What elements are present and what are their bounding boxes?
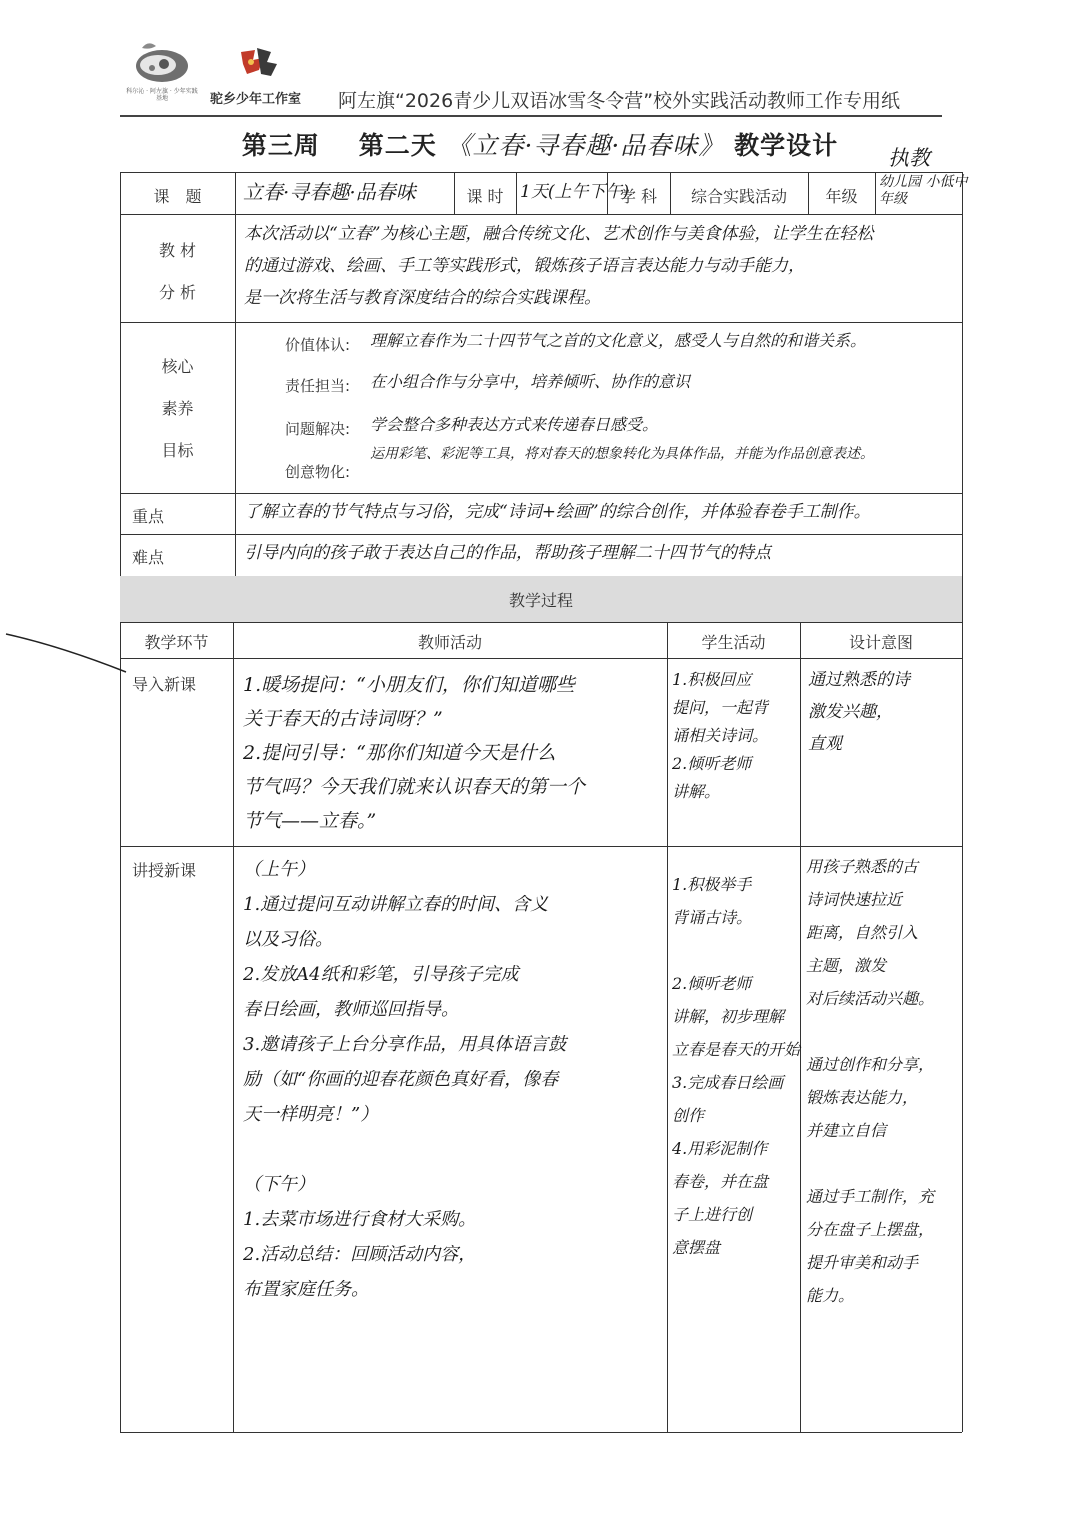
student-line: 4.用彩泥制作 bbox=[672, 1139, 768, 1158]
student-line: 讲解。 bbox=[672, 782, 721, 801]
intent-line: 通过创作和分享， bbox=[806, 1055, 935, 1074]
subject-label: 课 题 bbox=[153, 187, 202, 206]
intent-line: 对后续活动兴趣。 bbox=[806, 989, 935, 1008]
student-line: 诵相关诗词。 bbox=[672, 726, 769, 745]
teacher-activity-main bbox=[243, 852, 566, 1307]
grade-value: 幼儿园 小低中年级 bbox=[879, 174, 968, 207]
teacher-line: 励（如“你画的迎春花颜色真好看，像春 bbox=[243, 1069, 559, 1090]
column-header-intent: 设计意图 bbox=[848, 633, 913, 652]
intent-line bbox=[806, 1015, 934, 1048]
teacher-line: 1.去菜市场进行食材大采购。 bbox=[243, 1209, 477, 1230]
goal-value: 运用彩笔、彩泥等工具，将对春天的想象转化为具体作品，并能为作品创意表述。 bbox=[370, 446, 874, 462]
student-line: 1.积极回应 bbox=[672, 670, 752, 689]
material-line: 是一次将生活与教育深度结合的综合实践课程。 bbox=[244, 288, 601, 308]
core-label-3: 目标 bbox=[161, 441, 194, 460]
student-line: 背诵古诗。 bbox=[672, 908, 753, 927]
intent-line: 分在盘子上摆盘， bbox=[806, 1220, 935, 1239]
period-value: 1天(上午下午) bbox=[520, 182, 630, 202]
intent-line: 主题，激发 bbox=[806, 956, 887, 975]
teacher-line: 节气吗？今天我们就来认识春天的第一个 bbox=[243, 776, 586, 798]
goal-label: 价值体认: bbox=[285, 336, 351, 354]
goal-value: 学会整合多种表达方式来传递春日感受。 bbox=[370, 415, 659, 434]
goal-label: 责任担当: bbox=[285, 377, 351, 395]
key-point-label: 重点 bbox=[132, 507, 165, 526]
teacher-line: （上午） bbox=[243, 859, 315, 880]
teacher-line: 2.发放A4纸和彩笔，引导孩子完成 bbox=[243, 964, 519, 985]
teacher-line: 2.活动总结：回顾活动内容， bbox=[243, 1244, 477, 1265]
student-line: 2.倾听老师 bbox=[672, 974, 752, 993]
stage-label: 讲授新课 bbox=[132, 861, 197, 880]
goal-value: 在小组合作与分享中，培养倾听、协作的意识 bbox=[370, 372, 691, 391]
column-header-teacher: 教师活动 bbox=[417, 633, 482, 652]
teacher-line: 2.提问引导：“那你们知道今天是什么 bbox=[243, 742, 556, 764]
label-column-divider bbox=[235, 172, 236, 576]
student-line: 子上进行创 bbox=[672, 1205, 753, 1224]
teacher-line: 1.暖场提问：“小朋友们，你们知道哪些 bbox=[243, 674, 575, 696]
form-title: 阿左旗“2026青少儿双语冰雪冬令营”校外实践活动教师工作专用纸 bbox=[338, 90, 901, 112]
student-line: 创作 bbox=[672, 1106, 705, 1125]
intent-line: 激发兴趣， bbox=[808, 702, 893, 722]
material-label-2: 分 析 bbox=[158, 283, 197, 302]
intent-line: 能力。 bbox=[806, 1286, 855, 1305]
goal-value: 理解立春作为二十四节气之首的文化意义，感受人与自然的和谐关系。 bbox=[370, 331, 867, 350]
student-line: 意摆盘 bbox=[672, 1238, 721, 1257]
goal-label: 创意物化: bbox=[285, 463, 351, 481]
studio-name: 驼乡少年工作室 bbox=[210, 92, 302, 107]
info-divider bbox=[516, 172, 517, 214]
design-intent-main bbox=[806, 850, 934, 1312]
teacher-line: 节气——立春。” bbox=[243, 810, 377, 832]
student-line: 立春是春天的开始 bbox=[672, 1040, 801, 1059]
teacher-line: 1.通过提问互动讲解立春的时间、含义 bbox=[243, 894, 549, 915]
material-analysis-text bbox=[244, 218, 873, 314]
intent-line: 提升审美和动手 bbox=[806, 1253, 919, 1272]
row-divider bbox=[120, 534, 962, 535]
table-border-top bbox=[120, 172, 962, 173]
teacher-line: 布置家庭任务。 bbox=[243, 1279, 369, 1300]
teacher-note: 执教 bbox=[888, 146, 930, 170]
process-divider bbox=[667, 622, 668, 1432]
discipline-value: 综合实践活动 bbox=[690, 187, 787, 206]
student-line: 2.倾听老师 bbox=[672, 754, 752, 773]
student-activity-main bbox=[672, 868, 800, 1264]
student-line: 提问，一起背 bbox=[672, 698, 769, 717]
row-divider bbox=[120, 658, 962, 659]
process-divider bbox=[233, 622, 234, 1432]
teacher-line: 3.邀请孩子上台分享作品，用具体语言鼓 bbox=[243, 1034, 567, 1055]
intent-line: 距离，自然引入 bbox=[806, 923, 919, 942]
goal-label: 问题解决: bbox=[285, 420, 351, 438]
row-divider bbox=[120, 622, 962, 623]
material-line: 的通过游戏、绘画、手工等实践形式，锻炼孩子语言表达能力与动手能力， bbox=[244, 256, 805, 276]
teacher-line bbox=[243, 1132, 566, 1167]
student-line: 讲解，初步理解 bbox=[672, 1007, 785, 1026]
difficulty-value: 引导内向的孩子敢于表达自己的作品，帮助孩子理解二十四节气的特点 bbox=[244, 543, 771, 563]
process-section-title: 教学过程 bbox=[508, 591, 573, 610]
teacher-line: 天一样明亮！”） bbox=[243, 1104, 379, 1125]
camp-logo-caption: 科尔沁 · 阿左旗 · 少年实践基地 bbox=[126, 88, 198, 102]
material-line: 本次活动以“立春”为核心主题，融合传统文化、艺术创作与美食体验，让学生在轻松 bbox=[244, 224, 874, 244]
grade-label: 年级 bbox=[825, 187, 858, 206]
intent-line: 通过手工制作，充 bbox=[806, 1187, 935, 1206]
stage-label: 导入新课 bbox=[132, 675, 197, 694]
doc-title-week: 第三周 bbox=[241, 131, 320, 160]
intent-line: 锻炼表达能力， bbox=[806, 1088, 919, 1107]
student-line: 春卷，并在盘 bbox=[672, 1172, 769, 1191]
column-header-student: 学生活动 bbox=[701, 633, 766, 652]
subject-value: 立春·寻春趣·品春味 bbox=[243, 180, 416, 204]
table-border-right bbox=[962, 172, 963, 1432]
row-divider bbox=[120, 846, 962, 847]
student-line bbox=[672, 934, 800, 967]
teacher-activity-intro bbox=[243, 668, 585, 838]
row-divider bbox=[120, 493, 962, 494]
core-label-1: 核心 bbox=[161, 357, 194, 376]
student-line: 3.完成春日绘画 bbox=[672, 1073, 784, 1092]
process-divider bbox=[800, 622, 801, 1432]
intent-line: 直观 bbox=[808, 734, 842, 754]
intent-line bbox=[806, 1147, 934, 1180]
table-border-bottom bbox=[120, 1432, 962, 1433]
teacher-line: 以及习俗。 bbox=[243, 929, 333, 950]
intent-line: 用孩子熟悉的古 bbox=[806, 857, 919, 876]
doc-title-suffix: 教学设计 bbox=[734, 131, 839, 160]
teacher-line: 春日绘画，教师巡回指导。 bbox=[243, 999, 459, 1020]
row-divider bbox=[120, 214, 962, 215]
student-line: 1.积极举手 bbox=[672, 875, 752, 894]
camp-logo-icon bbox=[128, 38, 192, 86]
intent-line: 并建立自信 bbox=[806, 1121, 887, 1140]
teacher-line: 关于春天的古诗词呀？” bbox=[243, 708, 443, 730]
info-divider bbox=[875, 172, 876, 214]
core-label-2: 素养 bbox=[161, 399, 194, 418]
period-label: 课 时 bbox=[466, 187, 504, 206]
material-label-1: 教 材 bbox=[158, 241, 197, 260]
teacher-line: （下午） bbox=[243, 1174, 315, 1195]
student-activity-intro bbox=[672, 666, 768, 806]
row-divider bbox=[120, 322, 962, 323]
header-divider bbox=[120, 115, 942, 117]
key-point-value: 了解立春的节气特点与习俗，完成“诗词+绘画”的综合创作，并体验春卷手工制作。 bbox=[244, 502, 871, 522]
intent-line: 诗词快速拉近 bbox=[806, 890, 903, 909]
intent-line: 通过熟悉的诗 bbox=[808, 670, 910, 690]
doc-title-day: 第二天 bbox=[358, 131, 437, 160]
column-header-stage: 教学环节 bbox=[144, 633, 209, 652]
discipline-label: 学 科 bbox=[619, 187, 658, 206]
studio-logo-icon bbox=[233, 44, 283, 84]
pen-stroke-mark bbox=[0, 630, 130, 680]
doc-title-topic: 《立春·寻春趣·品春味》 bbox=[446, 131, 725, 160]
design-intent-intro bbox=[808, 664, 910, 760]
difficulty-label: 难点 bbox=[132, 548, 165, 567]
